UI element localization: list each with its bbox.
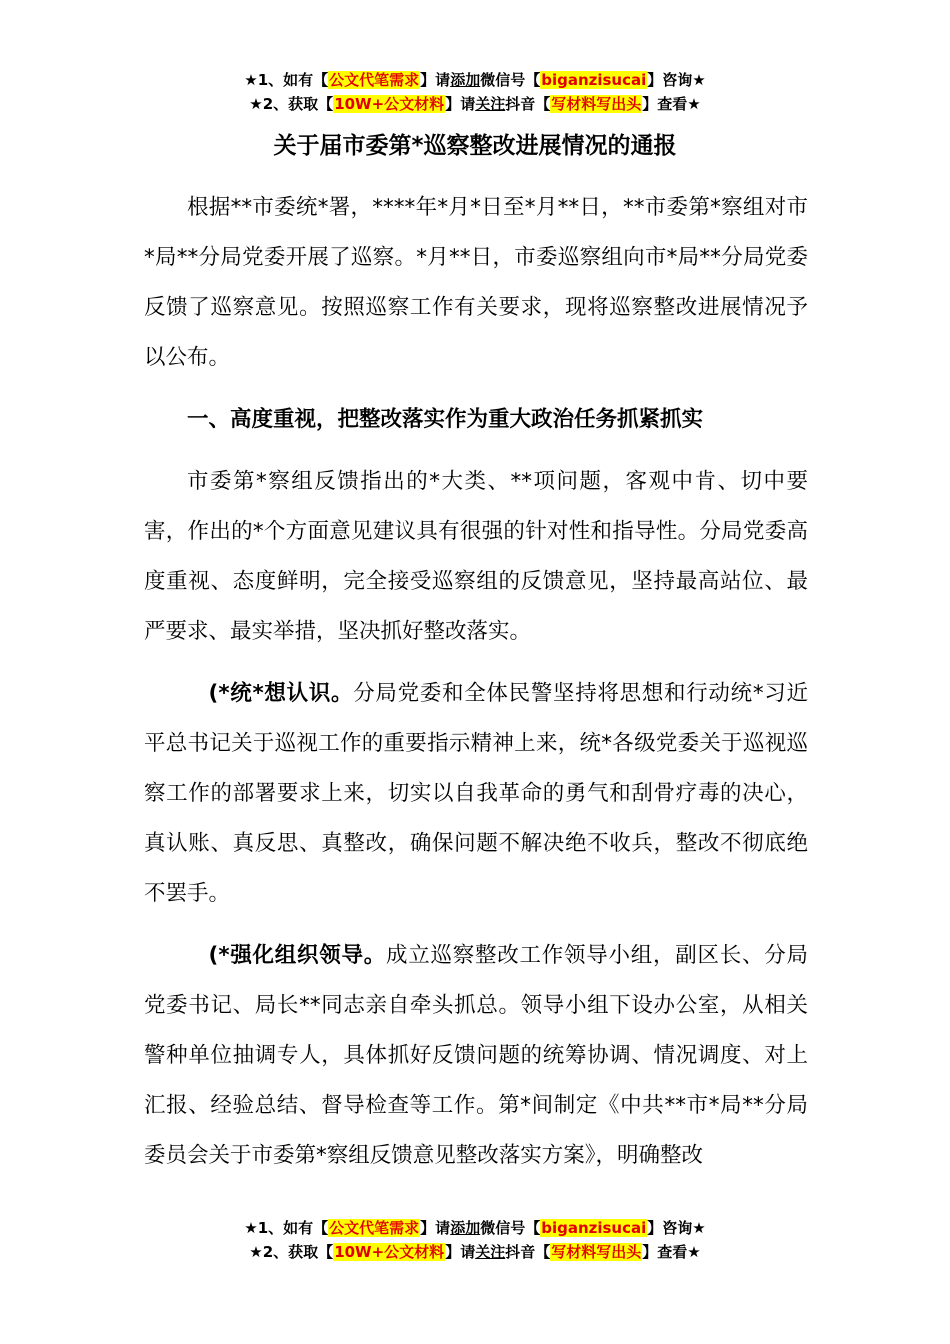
paragraph-section-1: 市委第*察组反馈指出的*大类、**项问题，客观中肯、切中要害，作出的*个方面意见建议具有很强的针对性和指导性。分局党委高度重视、态度鲜明，完全接受巡察组的反馈意见，坚持最高站位、最严要求、最实举措，坚决抓好整改落实。: [144, 469, 808, 644]
paragraph-item-2: (*强化组织领导。成立巡察整改工作领导小组，副区长、分局党委书记、局长**同志亲自牵头抓总。领导小组下设办公室，从相关警种单位抽调专人，具体抓好反馈问题的统筹协调、情况调度、对上汇报、经验总结、督导检查等工作。第*间制定《中共**市*局**分局委员会关于市委第*察组反馈意见整改落实方案》，明确整改: [144, 943, 808, 1168]
promo-line-1: ★1、如有【公文代笔需求】请添加微信号【biganzisucai】咨询★: [244, 71, 706, 89]
promo-highlight: 10W+公文材料: [334, 95, 445, 113]
paragraph-item-1: (*统*想认识。分局党委和全体民警坚持将思想和行动统*习近平总书记关于巡视工作的重要指示精神上来，统*各级党委关于巡视巡察工作的部署要求上来，切实以自我革命的勇气和刮骨疗毒的决心，真认账、真反思、真整改，确保问题不解决绝不收兵，整改不彻底绝不罢手。: [144, 681, 808, 906]
promo-highlight: 10W+公文材料: [334, 1243, 445, 1261]
paragraph-intro: 根据**市委统*署，****年*月*日至*月**日，**市委第*察组对市*局**分局党委开展了巡察。*月**日，市委巡察组向市*局**分局党委反馈了巡察意见。按照巡察工作有关要求，现将巡察整改进展情况予以公布。: [144, 195, 808, 370]
promo-highlight: 公文代笔需求: [329, 1219, 420, 1237]
promo-line-1: ★1、如有【公文代笔需求】请添加微信号【biganzisucai】咨询★: [244, 1219, 706, 1237]
promo-line-2: ★2、获取【10W+公文材料】请关注抖音【写材料写出头】查看★: [249, 1243, 701, 1261]
item-1-heading: (*统*想认识。: [208, 681, 354, 706]
bottom-promo-banner: [0, 1216, 950, 1264]
promo-highlight: 公文代笔需求: [329, 71, 420, 89]
promo-highlight: biganzisucai: [541, 1219, 647, 1237]
document-title: 关于届市委第*巡察整改进展情况的通报: [273, 133, 677, 159]
top-promo-banner: [0, 68, 950, 116]
promo-highlight: 写材料写出头: [551, 1243, 642, 1261]
section-heading-1: 一、高度重视，把整改落实作为重大政治任务抓紧抓实: [187, 407, 704, 432]
promo-line-2: ★2、获取【10W+公文材料】请关注抖音【写材料写出头】查看★: [249, 95, 701, 113]
promo-highlight: biganzisucai: [541, 71, 647, 89]
item-2-heading: (*强化组织领导。: [208, 943, 387, 968]
document-body: [144, 183, 808, 1181]
promo-highlight: 写材料写出头: [551, 95, 642, 113]
